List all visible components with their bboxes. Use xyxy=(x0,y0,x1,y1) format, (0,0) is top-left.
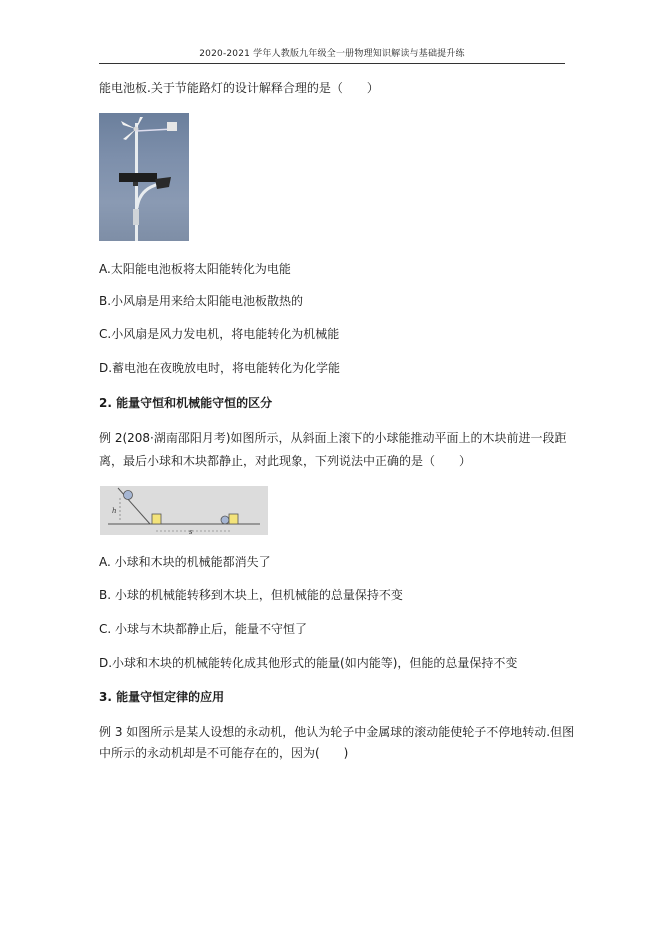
question-3-stem-line-2: 中所示的永动机却是不可能存在的，因为( ) xyxy=(99,746,349,760)
section-2-heading: 2. 能量守恒和机械能守恒的区分 xyxy=(99,396,273,410)
question-2-option-b: B. 小球的机械能转移到木块上，但机械能的总量保持不变 xyxy=(99,588,403,602)
question-3-stem-line-1: 例 3 如图所示是某人设想的永动机，他认为轮子中金属球的滚动能使轮子不停地转动.但图 xyxy=(99,725,575,739)
question-2-option-a: A. 小球和木块的机械能都消失了 xyxy=(99,555,271,569)
question-1-stem: 能电池板.关于节能路灯的设计解释合理的是（ ） xyxy=(99,81,379,95)
question-2-option-c: C. 小球与木块都静止后，能量不守恒了 xyxy=(99,622,308,636)
question-2-option-d: D.小球和木块的机械能转化成其他形式的能量(如内能等)，但能的总量保持不变 xyxy=(99,656,518,670)
question-1-option-b: B.小风扇是用来给太阳能电池板散热的 xyxy=(99,294,304,308)
height-label: h xyxy=(112,507,117,515)
section-3-heading: 3. 能量守恒定律的应用 xyxy=(99,690,225,704)
page-header: 2020-2021 学年人教版九年级全一册物理知识解读与基础提升练 xyxy=(199,49,465,59)
question-1-option-d: D.蓄电池在夜晚放电时，将电能转化为化学能 xyxy=(99,361,341,375)
header-divider xyxy=(99,63,565,64)
question-1-option-c: C.小风扇是风力发电机，将电能转化为机械能 xyxy=(99,327,340,341)
street-lamp-illustration xyxy=(99,113,189,241)
ball-block-diagram xyxy=(100,486,268,535)
incline-figure xyxy=(100,486,268,535)
question-1-option-a: A.太阳能电池板将太阳能转化为电能 xyxy=(99,262,291,276)
street-lamp-photo xyxy=(99,113,189,241)
question-2-stem-line-2: 离，最后小球和木块都静止，对此现象，下列说法中正确的是（ ） xyxy=(99,454,472,468)
distance-label: s xyxy=(189,528,193,535)
question-2-stem-line-1: 例 2(208·湖南邵阳月考)如图所示，从斜面上滚下的小球能推动平面上的木块前进一段距 xyxy=(99,431,567,445)
